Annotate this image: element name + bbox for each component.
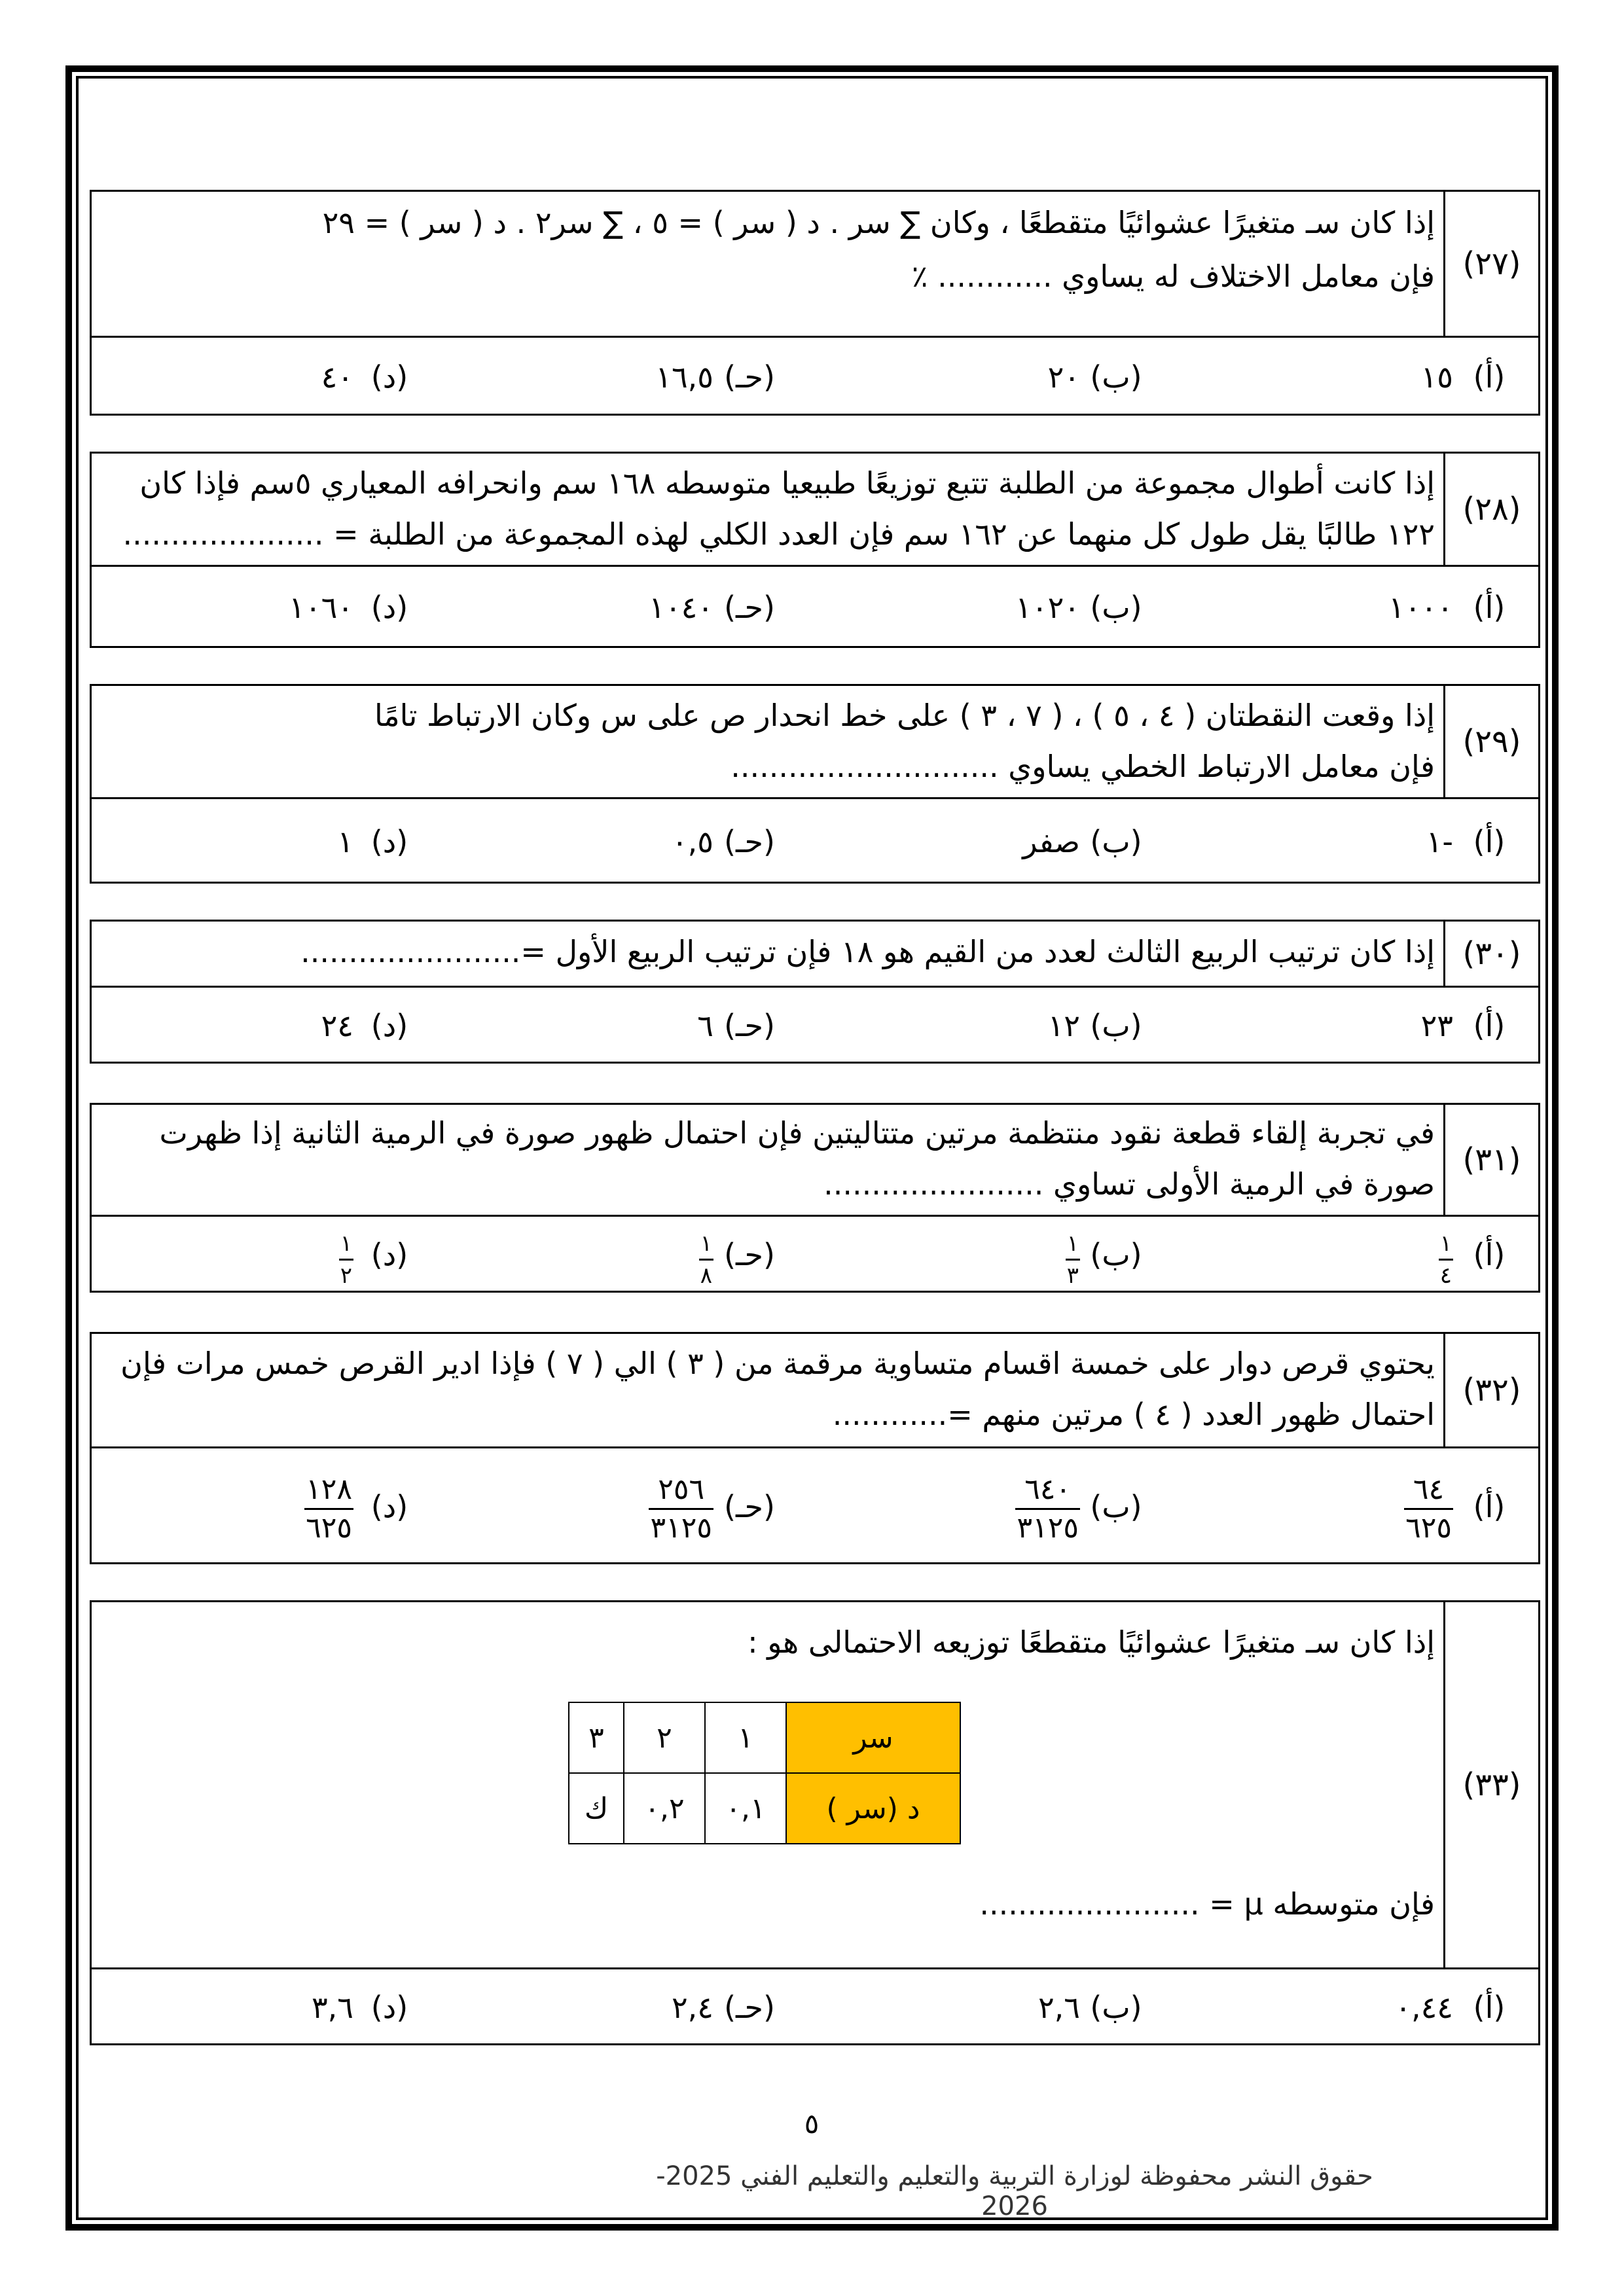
option-d[interactable] (275, 567, 425, 648)
option-a[interactable] (1375, 988, 1525, 1064)
question-29 (90, 684, 1540, 884)
denominator: ٨ (700, 1263, 712, 1289)
denominator: ٣١٢٥ (650, 1511, 712, 1545)
question-line: فإن متوسطه μ = ....................... (979, 1886, 1435, 1922)
question-line: إذا كان سـ متغيرًا عشوائيًا متقطعًا ، وكان ∑ سر . د ( سر ) = ٥ ، ∑ سر٢ . د ( سر ) = ٢٩ (322, 205, 1435, 240)
question-32 (90, 1332, 1540, 1564)
option-label: (ب) (1090, 1008, 1142, 1043)
question-31 (90, 1103, 1540, 1293)
question-line: في تجربة إلقاء قطعة نقود منتظمة مرتين متتاليتين فإن احتمال ظهور صورة في الرمية الثانية إذا ظهرت (159, 1115, 1435, 1151)
option-b[interactable] (1001, 338, 1152, 416)
option-value: ٠,٤٤ (1395, 1990, 1453, 2025)
option-c[interactable] (635, 567, 785, 648)
option-b[interactable] (1001, 799, 1152, 884)
options-row (92, 1217, 1538, 1293)
question-stem (92, 1105, 1538, 1217)
option-b[interactable] (1001, 1969, 1152, 2045)
question-stem (92, 686, 1538, 799)
option-a[interactable] (1375, 1217, 1525, 1293)
option-label: (د) (370, 359, 408, 395)
question-number: (٢٨) (1443, 454, 1538, 565)
option-d[interactable] (275, 799, 425, 884)
numerator: ١٢٨ (306, 1472, 352, 1506)
table-cell: ١ (705, 1702, 786, 1773)
option-b[interactable] (1001, 1217, 1152, 1293)
option-label: (حـ) (724, 1237, 775, 1272)
option-value: ١٥ (1420, 359, 1453, 395)
numerator: ٦٤ (1413, 1472, 1445, 1506)
question-number: (٣٢) (1443, 1334, 1538, 1446)
numerator: ٢٥٦ (658, 1472, 705, 1506)
option-a[interactable] (1375, 338, 1525, 416)
option-label: (حـ) (724, 1008, 775, 1043)
question-stem (92, 1334, 1538, 1448)
option-value: ٢٣ (1420, 1008, 1453, 1043)
question-line: صورة في الرمية الأولى تساوي ....................... (823, 1166, 1435, 1202)
question-text (101, 1334, 1435, 1446)
fraction (1404, 1472, 1453, 1545)
option-label: (أ) (1473, 1008, 1506, 1043)
fraction (649, 1472, 713, 1545)
option-label: (د) (370, 1488, 408, 1524)
fraction (1015, 1472, 1080, 1545)
option-value: ٢٠ (1047, 359, 1080, 395)
question-28 (90, 452, 1540, 648)
denominator: ٦٢٥ (1405, 1511, 1452, 1545)
option-label: (حـ) (724, 590, 775, 625)
option-c[interactable] (635, 1217, 785, 1293)
option-b[interactable] (1001, 1448, 1152, 1564)
option-value: ١٠٠٠ (1388, 590, 1453, 625)
fraction (1066, 1232, 1080, 1287)
question-line: احتمال ظهور العدد ( ٤ ) مرتين منهم =............ (832, 1397, 1435, 1432)
option-b[interactable] (1001, 988, 1152, 1064)
option-label: (أ) (1473, 1488, 1506, 1524)
option-value: ٣,٦ (311, 1990, 353, 2025)
denominator: ٣ (1066, 1263, 1079, 1289)
numerator: ١ (1439, 1230, 1452, 1257)
question-line: فإن معامل الارتباط الخطي يساوي ............................ (731, 749, 1435, 784)
option-label: (ب) (1090, 1990, 1142, 2025)
table-cell: ٣ (569, 1702, 624, 1773)
question-number: (٣١) (1443, 1105, 1538, 1215)
table-cell: ٠,٢ (624, 1773, 705, 1844)
table-cell: ٠,١ (705, 1773, 786, 1844)
option-value: ١٠٤٠ (649, 590, 713, 625)
question-line: ١٢٢ طالبًا يقل طول كل منهما عن ١٦٢ سم فإن العدد الكلي لهذه المجموعة من الطلبة = ..................... (122, 516, 1435, 552)
option-c[interactable] (635, 338, 785, 416)
table-row (569, 1773, 960, 1844)
question-line: فإن معامل الاختلاف له يساوي ............ ٪ (911, 259, 1435, 294)
option-label: (أ) (1473, 823, 1506, 859)
option-label: (أ) (1473, 590, 1506, 625)
question-text (101, 1105, 1435, 1215)
question-number: (٢٧) (1443, 192, 1538, 336)
denominator: ٤ (1439, 1263, 1452, 1289)
denominator: ٦٢٥ (306, 1511, 352, 1545)
option-d[interactable] (275, 338, 425, 416)
numerator: ١ (340, 1230, 352, 1257)
numerator: ٦٤٠ (1024, 1472, 1072, 1506)
options-row (92, 567, 1538, 648)
option-value: ٢٤ (321, 1008, 353, 1043)
option-label: (د) (370, 1237, 408, 1272)
question-number: (٣٠) (1443, 922, 1538, 986)
option-value: صفر (1022, 823, 1080, 859)
fraction (339, 1232, 353, 1287)
option-value: ١ (337, 823, 353, 859)
options-row (92, 799, 1538, 884)
option-c[interactable] (635, 988, 785, 1064)
question-stem (92, 192, 1538, 338)
table-row (569, 1702, 960, 1773)
options-row (92, 338, 1538, 416)
option-label: (د) (370, 590, 408, 625)
question-text (101, 686, 1435, 797)
option-b[interactable] (1001, 567, 1152, 648)
table-header-cell: سر (786, 1702, 960, 1773)
option-label: (ب) (1090, 1488, 1142, 1524)
options-row (92, 1969, 1538, 2045)
option-label: (أ) (1473, 359, 1506, 395)
question-line: إذا كانت أطوال مجموعة من الطلبة تتبع توزيعًا طبيعيا متوسطه ١٦٨ سم وانحرافه المعياري ٥سم فإذا كان (139, 465, 1435, 501)
option-value: ١٦,٥ (655, 359, 713, 395)
question-30 (90, 920, 1540, 1064)
option-value: ٢,٦ (1038, 1990, 1080, 2025)
option-d[interactable] (275, 1969, 425, 2045)
option-c[interactable] (635, 1969, 785, 2045)
option-label: (ب) (1090, 590, 1142, 625)
table-cell: ٢ (624, 1702, 705, 1773)
fraction (1439, 1232, 1453, 1287)
denominator: ٣١٢٥ (1017, 1511, 1079, 1545)
options-row (92, 1448, 1538, 1564)
option-label: (ب) (1090, 359, 1142, 395)
option-d[interactable] (275, 988, 425, 1064)
option-value: ٠,٥ (671, 823, 713, 859)
option-label: (أ) (1473, 1990, 1506, 2025)
option-label: (د) (370, 1008, 408, 1043)
option-value: -١ (1426, 823, 1453, 859)
denominator: ٢ (340, 1263, 352, 1289)
question-line: إذا كان ترتيب الربيع الثالث لعدد من القيم هو ١٨ فإن ترتيب الربيع الأول =....................... (300, 934, 1435, 969)
question-line: إذا وقعت النقطتان ( ٤ ، ٥ ) ، ( ٧ ، ٣ ) على خط انحدار ص على س وكان الارتباط تامًا (374, 698, 1435, 733)
question-number: (٣٣) (1443, 1602, 1538, 1967)
option-label: (ب) (1090, 1237, 1142, 1272)
option-label: (حـ) (724, 359, 775, 395)
question-text (101, 454, 1435, 565)
option-a[interactable] (1375, 799, 1525, 884)
question-stem (92, 454, 1538, 567)
option-value: ٦ (697, 1008, 713, 1043)
question-line: إذا كان سـ متغيرًا عشوائيًا متقطعًا توزيعه الاحتمالى هو : (748, 1624, 1435, 1660)
numerator: ١ (700, 1230, 712, 1257)
option-label: (حـ) (724, 1990, 775, 2025)
option-c[interactable] (635, 1448, 785, 1564)
question-stem (92, 1602, 1538, 1969)
table-cell: ك (569, 1773, 624, 1844)
option-d[interactable] (275, 1448, 425, 1564)
option-d[interactable] (275, 1217, 425, 1293)
question-text (101, 922, 1435, 986)
option-a[interactable] (1375, 1448, 1525, 1564)
option-label: (أ) (1473, 1237, 1506, 1272)
option-label: (حـ) (724, 823, 775, 859)
option-value: ٢,٤ (671, 1990, 713, 2025)
options-row (92, 988, 1538, 1064)
table-header-cell: د (سر ) (786, 1773, 960, 1844)
question-number: (٢٩) (1443, 686, 1538, 797)
option-label: (حـ) (724, 1488, 775, 1524)
question-line: يحتوي قرص دوار على خمسة اقسام متساوية مرقمة من ( ٣ ) الي ( ٧ ) فإذا ادير القرص خمس مرات فإن (120, 1346, 1435, 1381)
option-label: (ب) (1090, 823, 1142, 859)
option-value: ١٠٢٠ (1015, 590, 1080, 625)
page-number: ٥ (804, 2108, 820, 2140)
option-label: (د) (370, 1990, 408, 2025)
question-stem (92, 922, 1538, 988)
option-value: ١٠٦٠ (289, 590, 353, 625)
copyright-footer: حقوق النشر محفوظة لوزارة التربية والتعليم والتعليم الفني 2025-2026 (656, 2161, 1373, 2221)
question-text (101, 192, 1435, 336)
option-label: (د) (370, 823, 408, 859)
question-27 (90, 190, 1540, 416)
numerator: ١ (1066, 1230, 1079, 1257)
question-33 (90, 1600, 1540, 2045)
option-c[interactable] (635, 799, 785, 884)
option-value: ٤٠ (321, 359, 353, 395)
option-value: ١٢ (1047, 1008, 1080, 1043)
fraction (304, 1472, 353, 1545)
probability-table (568, 1702, 961, 1844)
fraction (699, 1232, 713, 1287)
option-a[interactable] (1375, 1969, 1525, 2045)
option-a[interactable] (1375, 567, 1525, 648)
